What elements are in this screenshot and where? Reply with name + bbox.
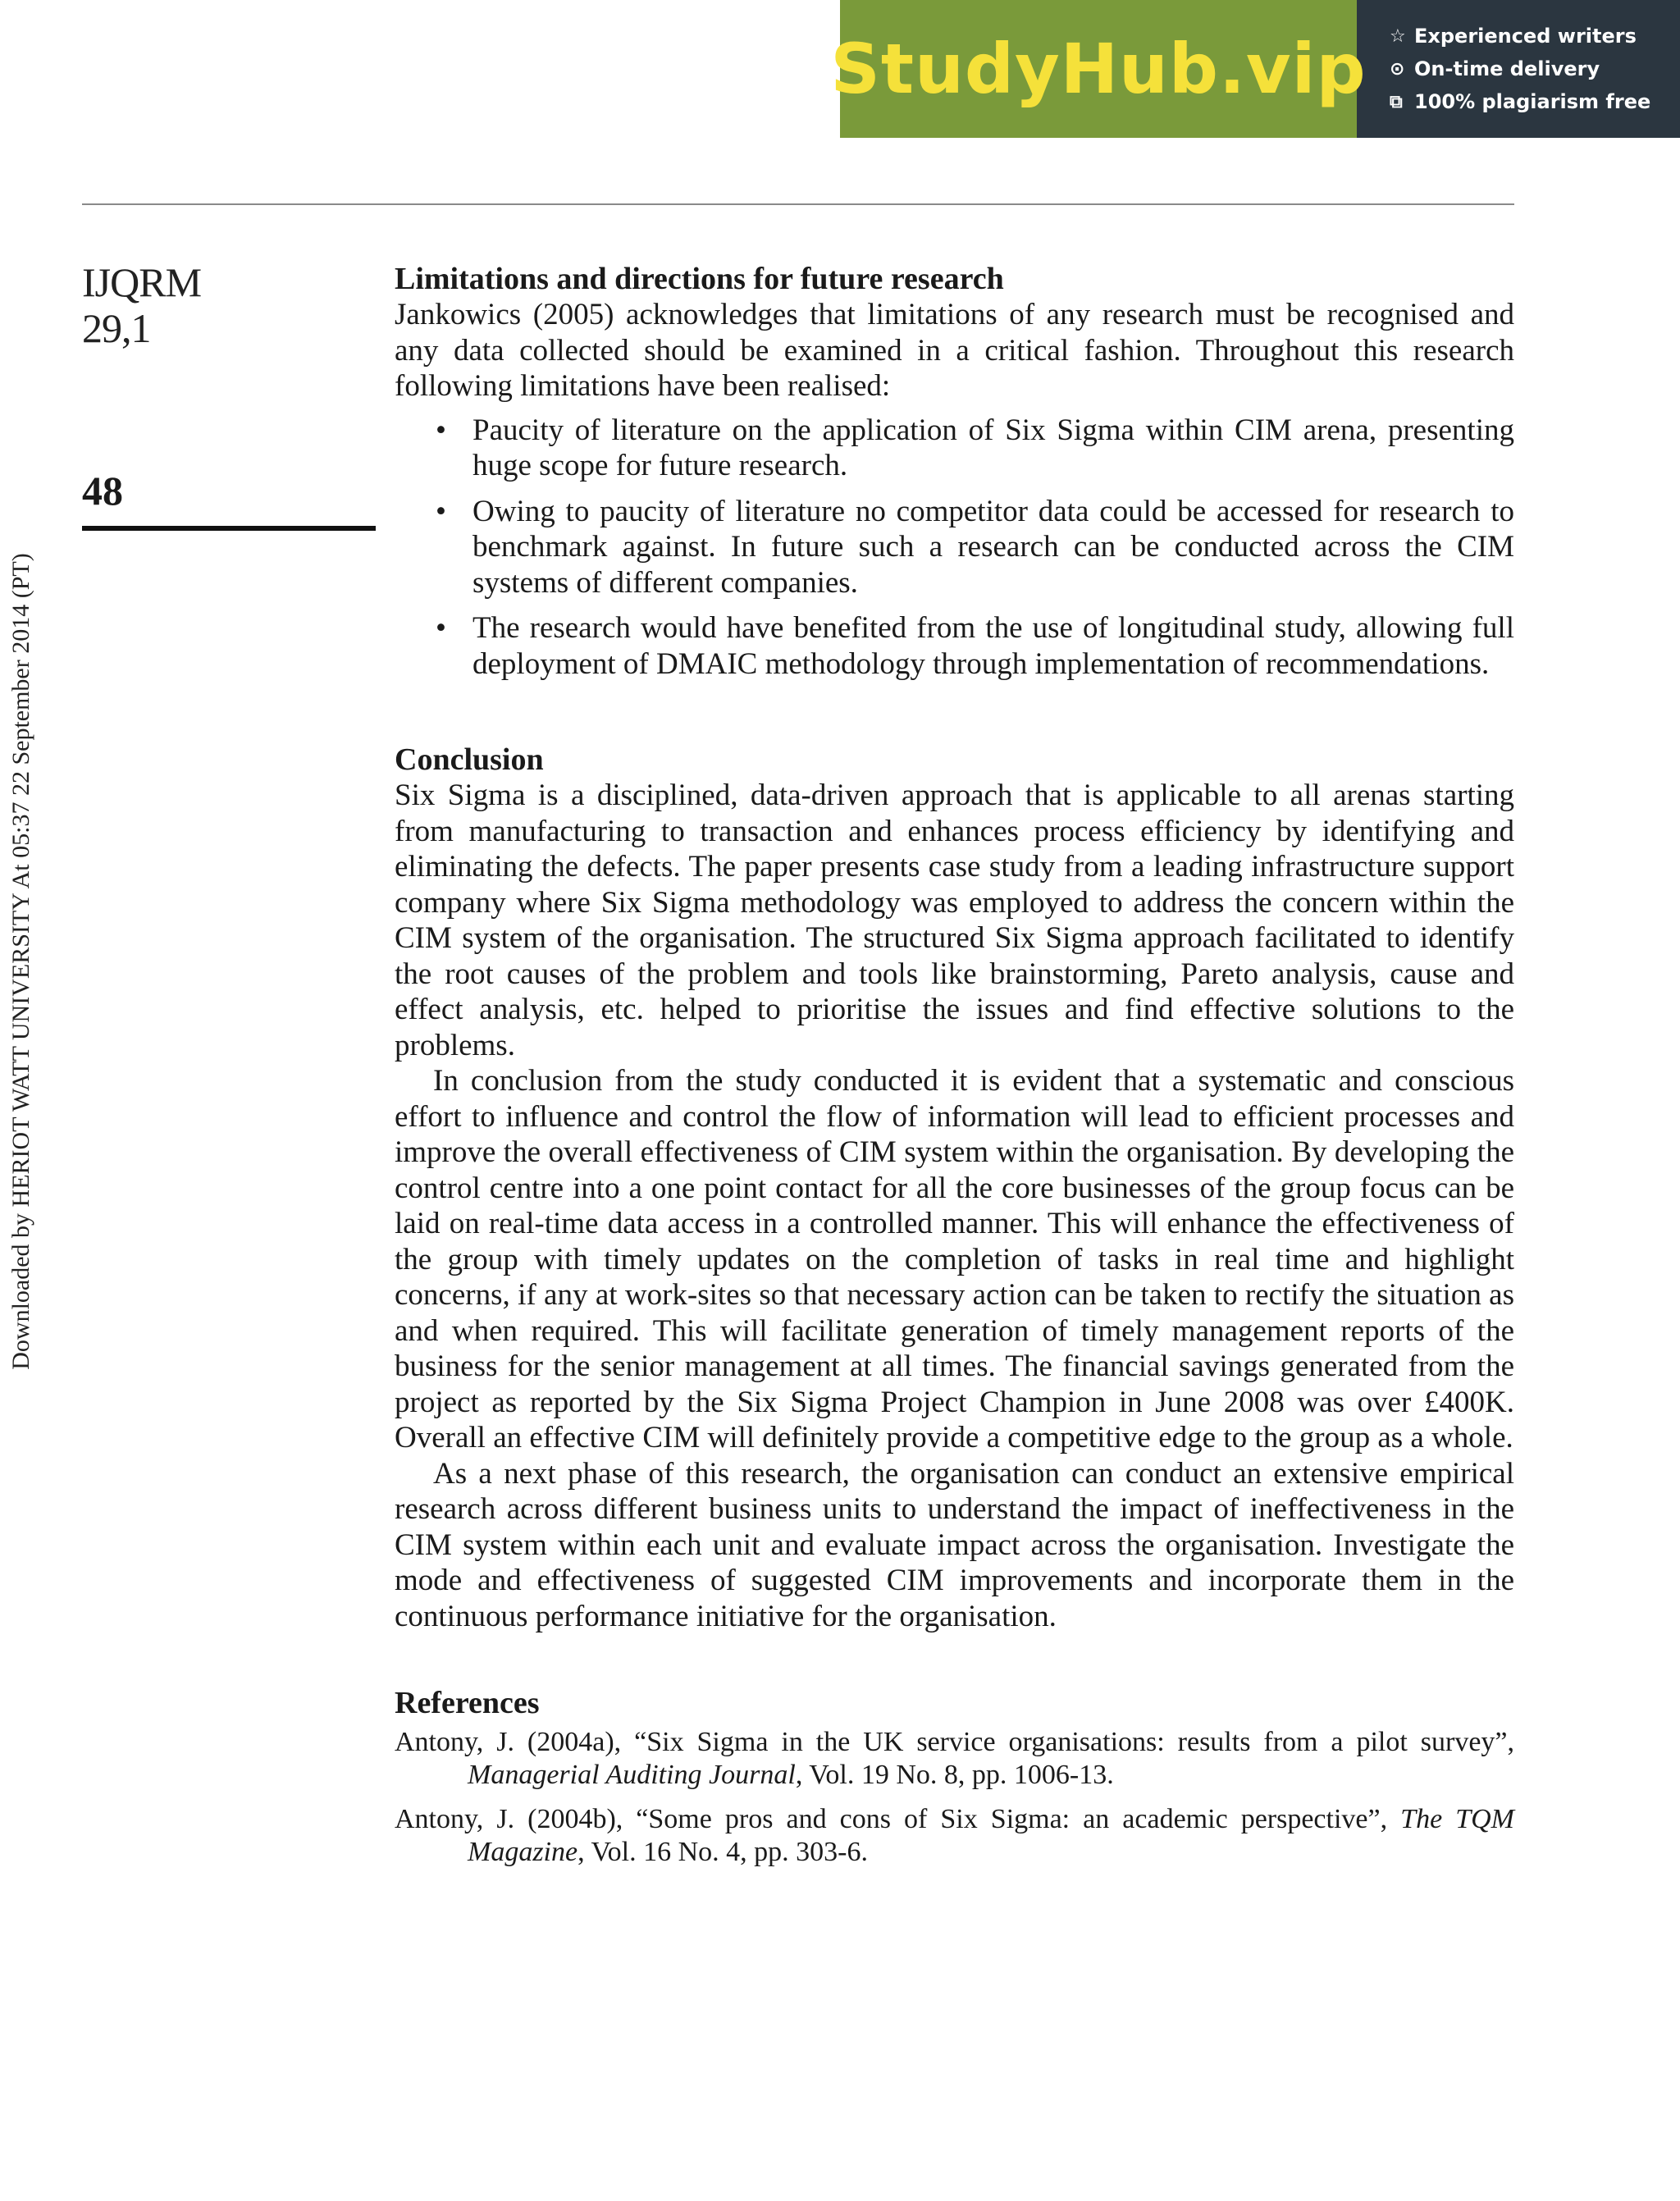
feature-label: On-time delivery xyxy=(1414,57,1600,80)
conclusion-paragraph: As a next phase of this research, the organisation can conduct an extensive empirical research across different business units to understand the impact of ineffectiveness in the CIM system within each unit and evaluate impact across the organisation. Investigate the mode and effectiveness of suggested CIM improvements and incorporate them in the continuous performance initiative for the organisation. xyxy=(395,1456,1514,1633)
brand-name: StudyHub.vip xyxy=(830,29,1367,109)
feature-label: 100% plagiarism free xyxy=(1414,90,1651,113)
conclusion-paragraph: Six Sigma is a disciplined, data-driven approach that is applicable to all arenas starting from manufacturing to transaction and enhances process efficiency by identifying and eliminating the defects. The paper presents case study from a leading infrastructure support company where Six Sigma methodology was employed to address the concern within the CIM system of the organisation. The structured Six Sigma approach facilitated to identify the root causes of the problem and tools like brainstorming, Pareto analysis, cause and effect analysis, etc. helped to prioritise the issues and find effective solutions to the problems. xyxy=(395,779,1514,1062)
feature-label: Experienced writers xyxy=(1414,25,1637,48)
clock-icon: ⊙ xyxy=(1390,58,1405,80)
article-body xyxy=(395,261,1514,1880)
journal-id xyxy=(82,259,201,351)
conclusion-paragraph: In conclusion from the study conducted it is evident that a systematic and conscious effort to influence and control the flow of information will lead to efficient processes and improve the overall effectiveness of CIM system within the organisation. By developing the control centre into a one point contact for all the core businesses of the group focus can be laid on real-time data access in a controlled manner. This will enhance the effectiveness of the group with timely updates on the completion of tasks in real time and highlight concerns, if any at work-sites so that necessary action can be taken to rectify the situation as and when required. This will facilitate generation of timely management reports of the business for the senior management at all times. The financial savings generated from the project as reported by the Six Sigma Project Champion in June 2008 was over £400K. Overall an effective CIM will definitely provide a competitive edge to the group as a whole. xyxy=(395,1064,1514,1454)
journal-volume: 29,1 xyxy=(82,305,151,351)
list-item: • The research would have benefited from the use of longitudinal study, allowing full deployment of DMAIC methodology through implementation of recommendations. xyxy=(395,610,1514,682)
feature-plagiarism-free xyxy=(1390,85,1680,118)
star-icon: ☆ xyxy=(1390,25,1406,47)
reference-journal: The TQM Magazine xyxy=(468,1804,1514,1867)
list-item: • Paucity of literature on the application of Six Sigma within CIM arena, presenting huge scope for future research. xyxy=(395,413,1514,484)
journal-abbrev: IJQRM xyxy=(82,259,202,305)
download-note: Downloaded by HERIOT WATT UNIVERSITY At 05:37 22 September 2014 (PT) xyxy=(7,553,34,1370)
feature-on-time-delivery xyxy=(1390,53,1680,85)
reference-journal: Managerial Auditing Journal xyxy=(468,1760,796,1790)
limitations-heading: Limitations and directions for future research xyxy=(395,262,1004,296)
header-rule xyxy=(82,203,1514,205)
brand-logo[interactable] xyxy=(830,0,1367,138)
page-number: 48 xyxy=(82,468,123,514)
banner-features xyxy=(1357,0,1680,138)
reference-item: Antony, J. (2004b), “Some pros and cons of Six Sigma: an academic perspective”, The TQM Magazine, Vol. 16 No. 4, pp. 303-6. xyxy=(395,1804,1514,1867)
list-item: • Owing to paucity of literature no competitor data could be accessed for research to benchmark against. In future such a research can be conducted across the CIM systems of different companies. xyxy=(395,494,1514,601)
conclusion-heading: Conclusion xyxy=(395,742,544,777)
limitations-intro: Jankowics (2005) acknowledges that limitations of any research must be recognised and any data collected should be examined in a critical fashion. Throughout this research following limitations have been realised: xyxy=(395,298,1514,403)
reference-item: Antony, J. (2004a), “Six Sigma in the UK service organisations: results from a pilot survey”, Managerial Auditing Journal, Vol. 19 No. 8, pp. 1006-13. xyxy=(395,1727,1514,1790)
page-number-rule xyxy=(82,526,376,531)
copy-icon: ⧉ xyxy=(1390,91,1403,112)
studyhub-banner[interactable] xyxy=(830,0,1680,138)
feature-experienced-writers xyxy=(1390,20,1680,53)
references-heading: References xyxy=(395,1686,540,1720)
limitations-list xyxy=(395,413,1514,683)
